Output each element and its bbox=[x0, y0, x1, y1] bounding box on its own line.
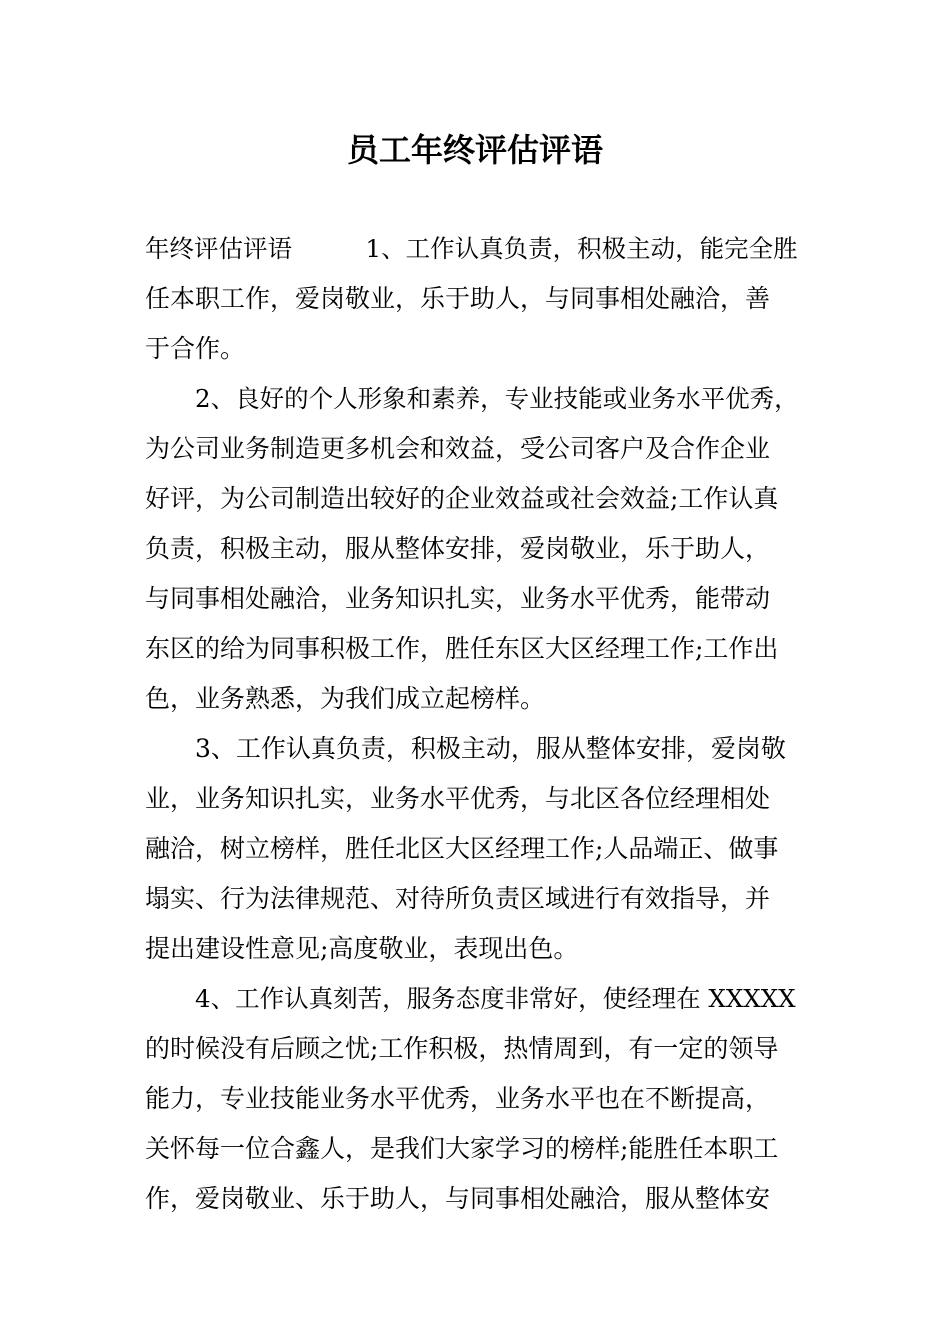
text-line: 的时候没有后顾之忧;工作积极，热情周到，有一定的领导 bbox=[145, 1034, 779, 1063]
text-line: 提出建设性意见;高度敬业，表现出色。 bbox=[145, 934, 579, 963]
text-line: 色，业务熟悉，为我们成立起榜样。 bbox=[145, 684, 546, 713]
text-line: 年终评估评语 1、工作认真负责，积极主动，能完全胜 bbox=[145, 234, 798, 263]
text-line: 能力，专业技能业务水平优秀，业务水平也在不断提高， bbox=[145, 1084, 771, 1113]
text-line: 作，爱岗敬业、乐于助人，与同事相处融洽，服从整体安 bbox=[145, 1184, 771, 1213]
text-line: 4、工作认真刻苦，服务态度非常好，使经理在 XXXXX bbox=[195, 984, 796, 1013]
text-line: 与同事相处融洽，业务知识扎实，业务水平优秀，能带动 bbox=[145, 584, 771, 613]
text-line: 关怀每一位合鑫人，是我们大家学习的榜样;能胜任本职工 bbox=[145, 1134, 779, 1163]
text-line: 于合作。 bbox=[145, 334, 246, 363]
text-line: 业，业务知识扎实，业务水平优秀，与北区各位经理相处 bbox=[145, 784, 771, 813]
text-line: 3、工作认真负责，积极主动，服从整体安排，爱岗敬 bbox=[195, 734, 786, 763]
text-line: 负责，积极主动，服从整体安排，爱岗敬业，乐于助人， bbox=[145, 534, 771, 563]
text-line: 塌实、行为法律规范、对待所负责区域进行有效指导，并 bbox=[145, 884, 771, 913]
text-line: 任本职工作，爱岗敬业，乐于助人，与同事相处融洽，善 bbox=[145, 284, 771, 313]
document-body bbox=[145, 224, 807, 1224]
text-line: 好评，为公司制造出较好的企业效益或社会效益;工作认真 bbox=[145, 484, 779, 513]
document-title: 员工年终评估评语 bbox=[346, 131, 603, 169]
text-line: 融洽，树立榜样，胜任北区大区经理工作;人品端正、做事 bbox=[145, 834, 779, 863]
text-line: 东区的给为同事积极工作，胜任东区大区经理工作;工作出 bbox=[145, 634, 779, 663]
text-line: 为公司业务制造更多机会和效益，受公司客户及合作企业 bbox=[145, 434, 771, 463]
text-line: 2、良好的个人形象和素养，专业技能或业务水平优秀， bbox=[195, 384, 799, 413]
